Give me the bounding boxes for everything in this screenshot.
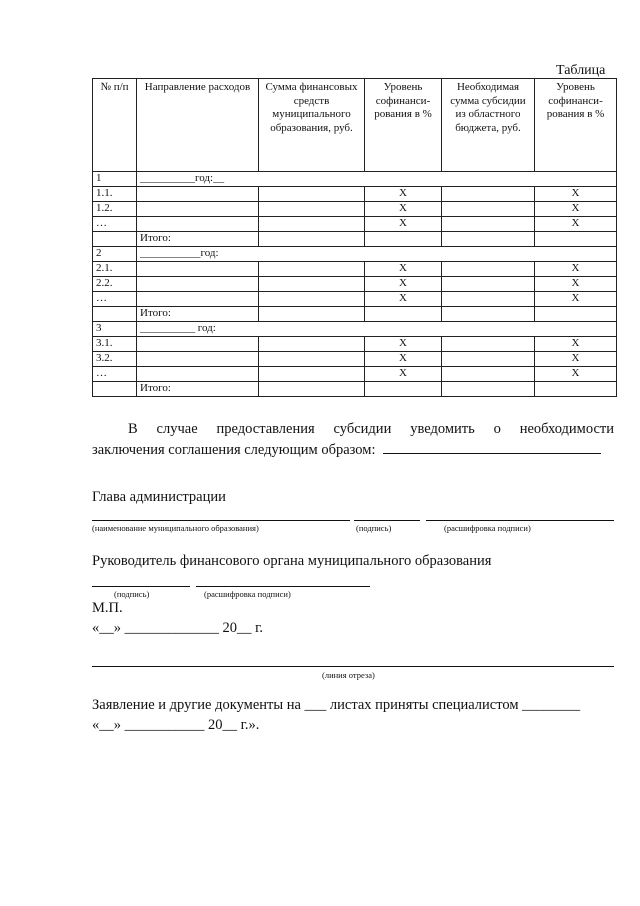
table-row — [93, 382, 617, 397]
empty-cell — [442, 172, 535, 187]
municipal-sum-cell[interactable] — [259, 367, 365, 382]
cofinancing-cell: X — [365, 262, 442, 277]
subsidy-sum-cell[interactable] — [442, 367, 535, 382]
year-label: __________год:__ — [137, 172, 365, 187]
row-number: 1.2. — [93, 202, 137, 217]
cofinancing-cell-2: X — [535, 367, 617, 382]
cofinancing-cell: X — [365, 337, 442, 352]
finance-signature-field[interactable] — [92, 586, 190, 587]
notification-paragraph-line1: В случае предоставления субсидии уведомить о необходимости — [128, 421, 614, 437]
municipal-sum-cell[interactable] — [259, 217, 365, 232]
header-cofinancing-level-2: Уровень софинанси-рования в % — [535, 79, 617, 172]
cofinancing-cell: X — [365, 292, 442, 307]
total-subsidy-sum-cell[interactable] — [442, 307, 535, 322]
row-number: 2.2. — [93, 277, 137, 292]
direction-cell[interactable] — [137, 217, 259, 232]
row-number: 1 — [93, 172, 137, 187]
caption-admin-decoding: (расшифровка подписи) — [444, 523, 531, 533]
municipal-sum-cell[interactable] — [259, 262, 365, 277]
empty-cell — [535, 247, 617, 262]
municipal-sum-cell[interactable] — [259, 187, 365, 202]
finance-decoding-field[interactable] — [196, 586, 370, 587]
cut-line-caption: (линия отреза) — [322, 670, 375, 680]
total-municipal-sum-cell[interactable] — [259, 232, 365, 247]
empty-cell — [535, 172, 617, 187]
year-label: ___________год: — [137, 247, 365, 262]
table-row — [93, 187, 617, 202]
total-label: Итого: — [137, 307, 259, 322]
table-row — [93, 367, 617, 382]
total-subsidy-sum-cell[interactable] — [442, 382, 535, 397]
table-row — [93, 322, 617, 337]
cofinancing-cell-2: X — [535, 337, 617, 352]
table-caption: Таблица — [556, 63, 606, 78]
acceptance-line2: «__» ___________ 20__ г.». — [92, 717, 260, 733]
direction-cell[interactable] — [137, 202, 259, 217]
table-row — [93, 307, 617, 322]
year-label: __________ год: — [137, 322, 365, 337]
table-row — [93, 247, 617, 262]
row-number: 2 — [93, 247, 137, 262]
empty-cell — [93, 382, 137, 397]
table-row — [93, 202, 617, 217]
admin-signature-field[interactable] — [354, 520, 420, 521]
subsidy-sum-cell[interactable] — [442, 352, 535, 367]
admin-decoding-field[interactable] — [426, 520, 614, 521]
cofinancing-cell-2: X — [535, 217, 617, 232]
acceptance-line1: Заявление и другие документы на ___ листах приняты специалистом ________ — [92, 697, 581, 713]
row-number: 3 — [93, 322, 137, 337]
total-cofinancing-cell[interactable] — [365, 382, 442, 397]
empty-cell — [365, 322, 442, 337]
subsidy-sum-cell[interactable] — [442, 277, 535, 292]
empty-cell — [442, 322, 535, 337]
total-cofinancing-cell-2[interactable] — [535, 382, 617, 397]
total-cofinancing-cell-2[interactable] — [535, 232, 617, 247]
municipal-sum-cell[interactable] — [259, 277, 365, 292]
row-number: 3.1. — [93, 337, 137, 352]
table-body — [93, 172, 617, 397]
empty-cell — [442, 247, 535, 262]
table-row — [93, 232, 617, 247]
head-finance-title: Руководитель финансового органа муниципального образования — [92, 553, 492, 569]
row-number: 3.2. — [93, 352, 137, 367]
total-municipal-sum-cell[interactable] — [259, 382, 365, 397]
table-row — [93, 352, 617, 367]
total-cofinancing-cell[interactable] — [365, 232, 442, 247]
cofinancing-cell-2: X — [535, 292, 617, 307]
cofinancing-cell-2: X — [535, 202, 617, 217]
municipality-name-field[interactable] — [92, 520, 350, 521]
total-cofinancing-cell[interactable] — [365, 307, 442, 322]
direction-cell[interactable] — [137, 292, 259, 307]
direction-cell[interactable] — [137, 337, 259, 352]
subsidy-sum-cell[interactable] — [442, 292, 535, 307]
total-label: Итого: — [137, 232, 259, 247]
notification-paragraph-text: заключения соглашения следующим образом: — [92, 442, 376, 458]
table-row — [93, 337, 617, 352]
table-row — [93, 277, 617, 292]
total-label: Итого: — [137, 382, 259, 397]
caption-municipality-name: (наименование муниципального образования) — [92, 523, 259, 533]
caption-admin-signature: (подпись) — [356, 523, 392, 533]
cofinancing-cell: X — [365, 352, 442, 367]
row-number: … — [93, 367, 137, 382]
municipal-sum-cell[interactable] — [259, 292, 365, 307]
notification-paragraph-line2 — [92, 439, 614, 460]
direction-cell[interactable] — [137, 367, 259, 382]
header-number: № п/п — [93, 79, 137, 172]
cofinancing-cell: X — [365, 277, 442, 292]
direction-cell[interactable] — [137, 262, 259, 277]
cofinancing-cell: X — [365, 202, 442, 217]
cofinancing-cell: X — [365, 217, 442, 232]
head-admin-title: Глава администрации — [92, 489, 226, 505]
empty-cell — [535, 322, 617, 337]
direction-cell[interactable] — [137, 277, 259, 292]
municipal-sum-cell[interactable] — [259, 352, 365, 367]
cofinancing-cell-2: X — [535, 262, 617, 277]
cut-line — [92, 666, 614, 667]
notification-method-field[interactable] — [383, 439, 601, 454]
row-number: 2.1. — [93, 262, 137, 277]
cofinancing-cell: X — [365, 367, 442, 382]
total-municipal-sum-cell[interactable] — [259, 307, 365, 322]
cofinancing-cell-2: X — [535, 187, 617, 202]
table-row — [93, 172, 617, 187]
municipal-sum-cell[interactable] — [259, 337, 365, 352]
cofinancing-cell-2: X — [535, 277, 617, 292]
table-row — [93, 217, 617, 232]
direction-cell[interactable] — [137, 352, 259, 367]
caption-finance-decoding: (расшифровка подписи) — [204, 589, 291, 599]
empty-cell — [93, 307, 137, 322]
header-subsidy-sum: Необходимая сумма субсидии из областного бюджета, руб. — [442, 79, 535, 172]
header-municipal-sum: Сумма финансовых средств муниципального образования, руб. — [259, 79, 365, 172]
total-cofinancing-cell-2[interactable] — [535, 307, 617, 322]
subsidy-sum-cell[interactable] — [442, 337, 535, 352]
subsidy-table — [92, 78, 617, 397]
empty-cell — [365, 172, 442, 187]
direction-cell[interactable] — [137, 187, 259, 202]
table-row — [93, 292, 617, 307]
row-number: … — [93, 217, 137, 232]
subsidy-sum-cell[interactable] — [442, 217, 535, 232]
cofinancing-cell: X — [365, 187, 442, 202]
empty-cell — [365, 247, 442, 262]
cofinancing-cell-2: X — [535, 352, 617, 367]
table-row — [93, 262, 617, 277]
total-subsidy-sum-cell[interactable] — [442, 232, 535, 247]
caption-finance-signature: (подпись) — [114, 589, 150, 599]
header-direction: Направление расходов — [137, 79, 259, 172]
municipal-sum-cell[interactable] — [259, 202, 365, 217]
subsidy-sum-cell[interactable] — [442, 187, 535, 202]
subsidy-sum-cell[interactable] — [442, 202, 535, 217]
table-header-row — [93, 79, 617, 172]
empty-cell — [93, 232, 137, 247]
row-number: … — [93, 292, 137, 307]
subsidy-sum-cell[interactable] — [442, 262, 535, 277]
date-line[interactable]: «__» _____________ 20__ г. — [92, 620, 264, 636]
row-number: 1.1. — [93, 187, 137, 202]
header-cofinancing-level: Уровень софинанси-рования в % — [365, 79, 442, 172]
stamp-label: М.П. — [92, 600, 123, 616]
